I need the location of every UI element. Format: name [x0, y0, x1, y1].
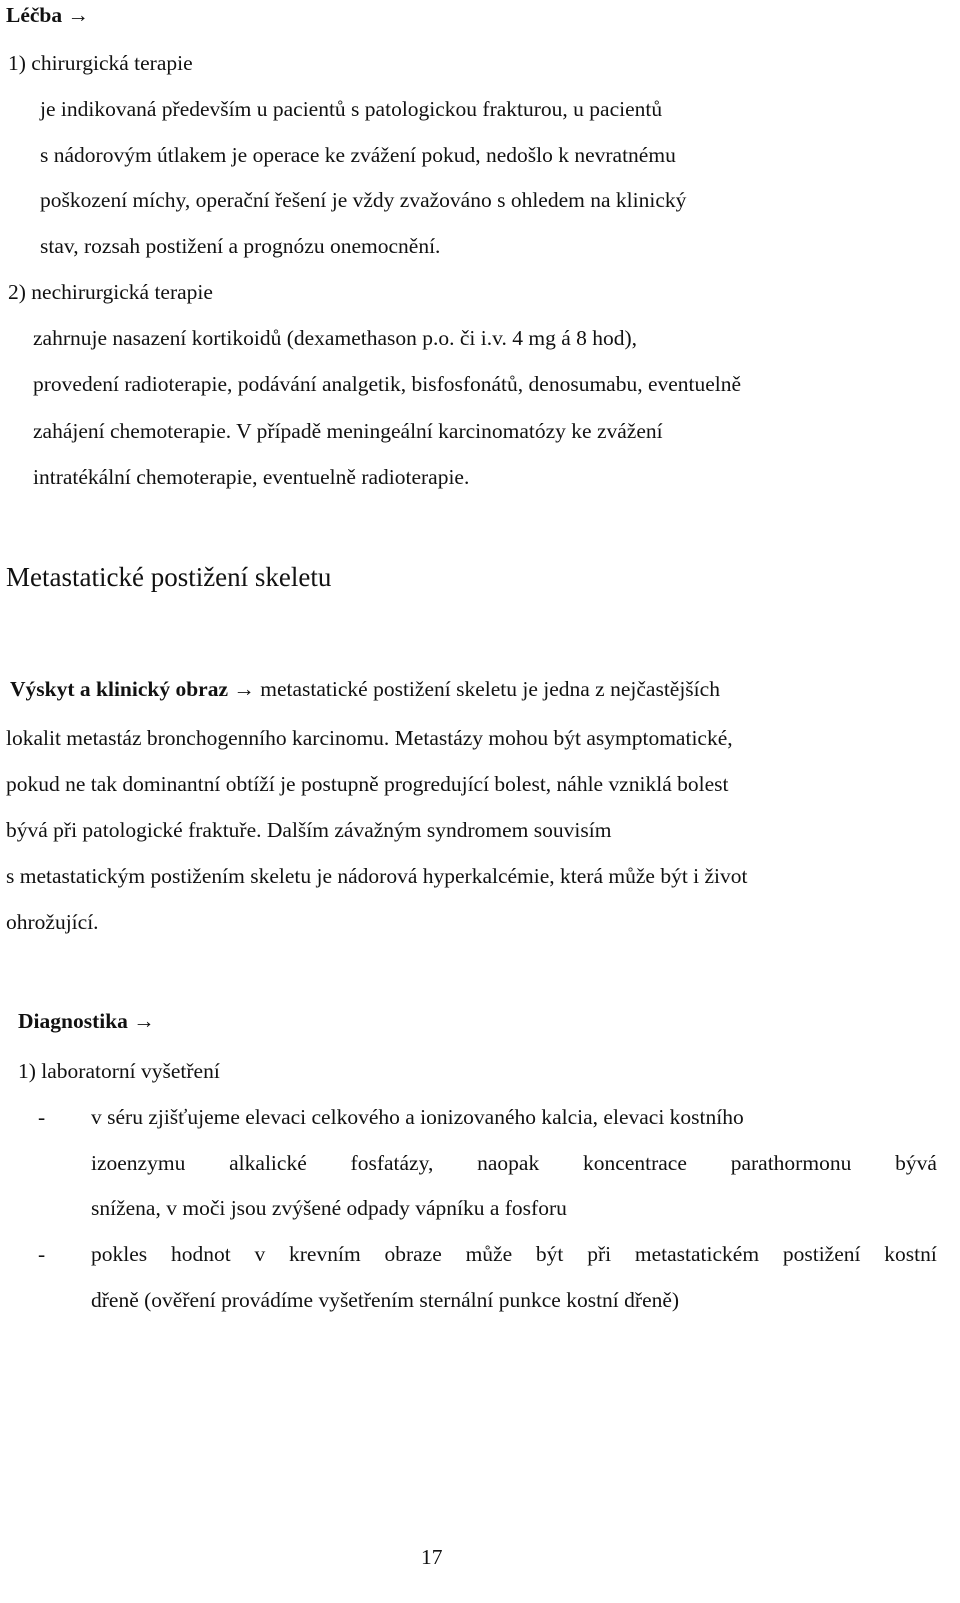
diagnostika-item1-title: 1) laboratorní vyšetření	[18, 1059, 220, 1083]
bullet-dash: -	[38, 1242, 46, 1266]
bullet1-line3: snížena, v moči jsou zvýšené odpady vápníku a fosforu	[91, 1196, 567, 1220]
page-number: 17	[421, 1545, 443, 1569]
metastatic-line: pokud ne tak dominantní obtíží je postupně progredující bolest, náhle vzniklá bolest	[6, 772, 729, 796]
leceba-item2-line: zahrnuje nasazení kortikoidů (dexamethason p.o. či i.v. 4 mg á 8 hod),	[33, 326, 638, 350]
metastatic-line: ohrožující.	[6, 910, 99, 934]
leceba-item1-line: stav, rozsah postižení a prognózu onemocnění.	[40, 234, 441, 258]
diagnostika-heading-text: Diagnostika	[18, 1009, 128, 1033]
word: při	[587, 1242, 612, 1266]
bullet1-line1: v séru zjišťujeme elevaci celkového a ionizovaného kalcia, elevaci kostního	[91, 1105, 744, 1129]
metastatic-lead-line	[10, 676, 720, 702]
leceba-item2-line: provedení radioterapie, podávání analgetik, bisfosfonátů, denosumabu, eventuelně	[33, 372, 742, 396]
right-arrow-icon: →	[233, 677, 255, 701]
leceba-heading-text: Léčba	[6, 3, 63, 27]
right-arrow-icon: →	[133, 1009, 155, 1033]
word: kostní	[884, 1242, 937, 1266]
leceba-heading	[6, 2, 89, 28]
right-arrow-icon: →	[67, 3, 90, 27]
metastatic-line: lokalit metastáz bronchogenního karcinomu. Metastázy mohou být asymptomatické,	[6, 726, 733, 750]
word: pokles	[91, 1242, 148, 1266]
diagnostika-heading	[18, 1008, 155, 1034]
bullet2-line2: dřeně (ověření provádíme vyšetřením sternální punkce kostní dřeně)	[91, 1288, 680, 1312]
metastatic-lead-text: metastatické postižení skeletu je jedna z nejčastějších	[260, 677, 720, 701]
word: koncentrace	[583, 1151, 687, 1175]
word: parathormonu	[730, 1151, 852, 1175]
word: postižení	[782, 1242, 861, 1266]
metastatic-heading: Metastatické postižení skeletu	[6, 562, 332, 592]
word: být	[535, 1242, 564, 1266]
bullet1-line2	[91, 1150, 937, 1176]
word: fosfatázy,	[350, 1151, 434, 1175]
word: alkalické	[229, 1151, 307, 1175]
leceba-item2-title: 2) nechirurgická terapie	[8, 280, 213, 304]
metastatic-subheading: Výskyt a klinický obraz	[10, 677, 229, 701]
word: může	[465, 1242, 513, 1266]
leceba-item1-line: je indikovaná především u pacientů s patologickou frakturou, u pacientů	[40, 97, 663, 121]
word: hodnot	[170, 1242, 231, 1266]
bullet2-line1	[91, 1241, 937, 1267]
metastatic-line: s metastatickým postižením skeletu je nádorová hyperkalcémie, která může být i život	[6, 864, 748, 888]
leceba-item2-line: zahájení chemoterapie. V případě meningeální karcinomatózy ke zvážení	[33, 419, 663, 443]
word: obraze	[384, 1242, 442, 1266]
leceba-item1-title: 1) chirurgická terapie	[8, 51, 193, 75]
word: krevním	[289, 1242, 361, 1266]
word: bývá	[895, 1151, 937, 1175]
word: metastatickém	[634, 1242, 760, 1266]
word: naopak	[477, 1151, 540, 1175]
leceba-item1-line: poškození míchy, operační řešení je vždy zvažováno s ohledem na klinický	[40, 188, 687, 212]
leceba-item1-line: s nádorovým útlakem je operace ke zvážení pokud, nedošlo k nevratnému	[40, 143, 676, 167]
bullet-dash: -	[38, 1105, 46, 1129]
word: v	[254, 1242, 266, 1266]
word: izoenzymu	[91, 1151, 186, 1175]
leceba-item2-line: intratékální chemoterapie, eventuelně radioterapie.	[33, 465, 470, 489]
metastatic-line: bývá při patologické fraktuře. Dalším závažným syndromem souvisím	[6, 818, 612, 842]
